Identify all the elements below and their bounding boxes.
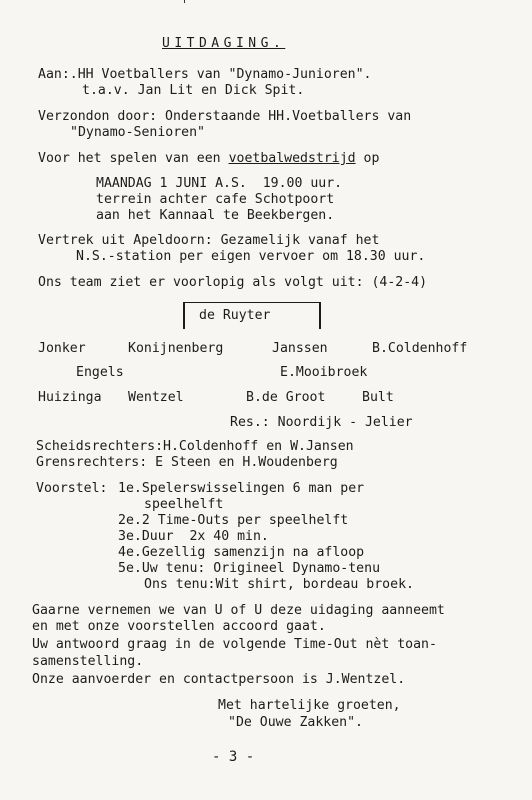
match-type: voetbalwedstrijd	[228, 151, 356, 166]
page-number: - 3 -	[212, 749, 255, 765]
team-formation-line: Ons team ziet er voorlopig als volgt uit: (4-2-4)	[38, 275, 428, 290]
match-date: MAANDAG 1 JUNI A.S. 19.00 uur.	[96, 176, 343, 191]
forward-2: Wentzel	[128, 390, 184, 405]
proposal-4: 4e.Gezellig samenzijn na afloop	[118, 545, 365, 560]
forward-1: Huizinga	[38, 390, 102, 405]
referees-line: Scheidsrechters:H.Coldenhoff en W.Jansen	[36, 439, 354, 454]
match-location: aan het Kannaal te Beekbergen.	[96, 208, 335, 223]
defender-3: Janssen	[272, 341, 328, 356]
match-intro-suffix: op	[355, 151, 380, 166]
goalkeeper-box	[183, 302, 321, 329]
attention-line: t.a.v. Jan Lit en Dick Spit.	[82, 83, 305, 98]
proposal-1-cont: speelhelft	[144, 497, 224, 512]
departure-line: Vertrek uit Apeldoorn: Gezamelijk vanaf het	[38, 233, 380, 248]
match-intro-line	[38, 152, 379, 165]
defender-4: B.Coldenhoff	[372, 341, 468, 356]
signature: "De Ouwe Zakken".	[228, 715, 363, 730]
defender-1: Jonker	[38, 341, 86, 356]
defender-2: Konijnenberg	[128, 341, 224, 356]
sender-line: Verzondon door: Onderstaande HH.Voetballers van	[38, 109, 412, 124]
midfielder-2: E.Mooibroek	[280, 365, 368, 380]
reply-line-1: Uw antwoord graag in de volgende Time-Out nèt toan-	[32, 637, 437, 652]
proposal-label: Voorstel:	[36, 481, 108, 496]
midfielder-1: Engels	[76, 365, 124, 380]
proposal-2: 2e.2 Time-Outs per speelhelft	[118, 513, 349, 528]
closing-greeting: Met hartelijke groeten,	[218, 698, 401, 713]
request-line-2: en met onze voorstellen accoord gaat.	[32, 619, 326, 634]
scan-mark	[184, 0, 185, 3]
proposal-5: 5e.Uw tenu: Origineel Dynamo-tenu	[118, 561, 381, 576]
proposal-3: 3e.Duur 2x 40 min.	[118, 529, 269, 544]
departure-time-line: N.S.-station per eigen vervoer om 18.30 uur.	[76, 249, 426, 264]
addressee-line: Aan:.HH Voetballers van "Dynamo-Junioren".	[38, 67, 372, 82]
proposal-1: 1e.Spelerswisselingen 6 man per	[118, 481, 365, 496]
forward-3: B.de Groot	[246, 390, 326, 405]
document-title: UITDAGING.	[162, 36, 286, 51]
proposal-5-cont: Ons tenu:Wit shirt, bordeau broek.	[144, 577, 414, 592]
forward-4: Bult	[362, 390, 394, 405]
request-line-1: Gaarne vernemen we van U of U deze uidaging aanneemt	[32, 603, 445, 618]
linesmen-line: Grensrechters: E Steen en H.Woudenberg	[36, 455, 338, 470]
reserves-line: Res.: Noordijk - Jelier	[230, 415, 413, 430]
goalkeeper-name: de Ruyter	[199, 308, 271, 323]
captain-line: Onze aanvoerder en contactpersoon is J.Wentzel.	[32, 672, 406, 687]
match-intro-prefix: Voor het spelen van een	[38, 151, 229, 166]
reply-line-2: samenstelling.	[32, 654, 144, 669]
sender-team-line: "Dynamo-Senioren"	[70, 125, 205, 140]
match-venue: terrein achter cafe Schotpoort	[96, 192, 335, 207]
